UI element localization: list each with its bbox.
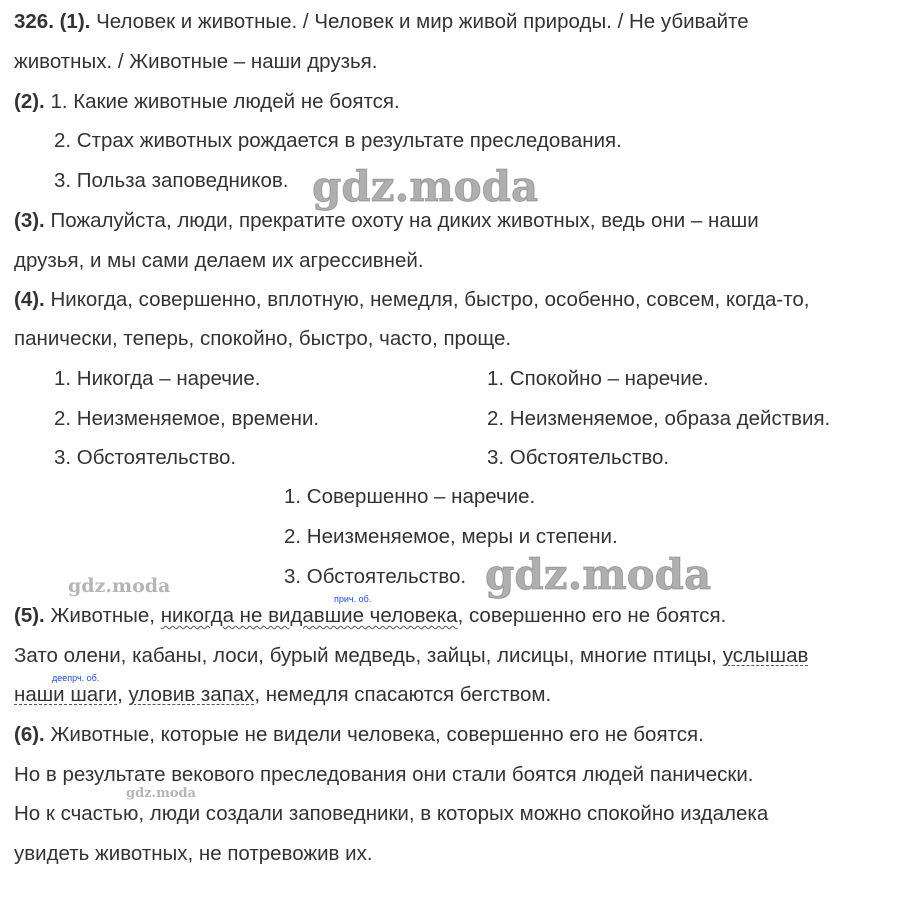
- paragraph-6-label: (6).: [14, 723, 45, 746]
- paragraph-3-line-1: [14, 208, 759, 234]
- adverbial-participle-note: деепрч. об.: [52, 673, 100, 683]
- paragraph-6-line-3: Но к счастью, люди создали заповедники, в которых можно спокойно издалека: [14, 802, 769, 825]
- paragraph-4-text-1: Никогда, совершенно, вплотную, немедля, быстро, особенно, совсем, когда-то,: [50, 288, 810, 311]
- watermark-logo-3: gdz.moda: [68, 575, 171, 597]
- paragraph-6-text-1: Животные, которые не видели человека, совершенно его не боятся.: [50, 723, 704, 746]
- paragraph-1-text-1: Человек и животные. / Человек и мир живой природы. / Не убивайте: [96, 10, 749, 33]
- paragraph-2-label: (2).: [14, 90, 45, 113]
- paragraph-1-label: (1).: [59, 10, 91, 33]
- analysis-left-1: 1. Никогда – наречие.: [54, 367, 261, 390]
- paragraph-2-item-3: 3. Польза заповедников.: [54, 169, 289, 192]
- paragraph-5-text-a: Животные,: [50, 604, 161, 627]
- paragraph-5-line-3: [14, 682, 551, 708]
- adverbial-participle-2: уловив запах: [128, 683, 255, 706]
- paragraph-3-line-2: друзья, и мы сами делаем их агрессивней.: [14, 249, 424, 272]
- exercise-number: 326.: [14, 10, 54, 33]
- paragraph-2-item-1: 1. Какие животные людей не боятся.: [50, 90, 400, 113]
- paragraph-5-line-2-text: Зато олени, кабаны, лоси, бурый медведь, зайцы, лисицы, многие птицы,: [14, 644, 723, 667]
- analysis-right-2: 2. Неизменяемое, образа действия.: [487, 407, 831, 430]
- watermark-logo-2: gdz.moda: [485, 550, 712, 599]
- participle-phrase: никогда не видавшие человека: [160, 604, 458, 627]
- paragraph-2-item-2: 2. Страх животных рождается в результате преследования.: [54, 129, 622, 152]
- paragraph-5-text-c: , совершенно его не боятся.: [457, 604, 727, 627]
- paragraph-6-line-1: [14, 722, 704, 748]
- paragraph-1-line-2: животных. / Животные – наши друзья.: [14, 50, 378, 73]
- paragraph-5-line-2: [14, 643, 808, 669]
- analysis-right-3: 3. Обстоятельство.: [487, 446, 670, 469]
- paragraph-4-line-2: панически, теперь, спокойно, быстро, часто, проще.: [14, 327, 512, 350]
- paragraph-5-line-1: [14, 603, 726, 629]
- paragraph-5-line-3-text: , немедля спасаются бегством.: [254, 683, 552, 706]
- analysis-left-3: 3. Обстоятельство.: [54, 446, 237, 469]
- adverbial-participle-1-cont: наши шаги: [14, 683, 118, 706]
- analysis-center-1: 1. Совершенно – наречие.: [284, 485, 536, 508]
- participle-phrase-note: прич. об.: [334, 594, 372, 604]
- paragraph-4-label: (4).: [14, 288, 45, 311]
- paragraph-6-line-4: увидеть животных, не потревожив их.: [14, 842, 373, 865]
- paragraph-3-label: (3).: [14, 209, 45, 232]
- paragraph-6-line-2: Но в результате векового преследования они стали боятся людей панически.: [14, 763, 754, 786]
- analysis-center-3: 3. Обстоятельство.: [284, 565, 467, 588]
- adverbial-participle-1: услышав: [722, 644, 809, 667]
- watermark-logo-4: gdz.moda: [126, 786, 197, 801]
- analysis-center-2: 2. Неизменяемое, меры и степени.: [284, 525, 618, 548]
- analysis-right-1: 1. Спокойно – наречие.: [487, 367, 709, 390]
- analysis-left-2: 2. Неизменяемое, времени.: [54, 407, 320, 430]
- paragraph-5-label: (5).: [14, 604, 45, 627]
- paragraph-2-line-1: [14, 89, 400, 115]
- paragraph-4-line-1: [14, 287, 810, 313]
- paragraph-3-text-1: Пожалуйста, люди, прекратите охоту на диких животных, ведь они – наши: [50, 209, 759, 232]
- comma: ,: [117, 683, 129, 706]
- paragraph-1-line-1: [14, 9, 749, 35]
- watermark-logo-1: gdz.moda: [312, 162, 539, 211]
